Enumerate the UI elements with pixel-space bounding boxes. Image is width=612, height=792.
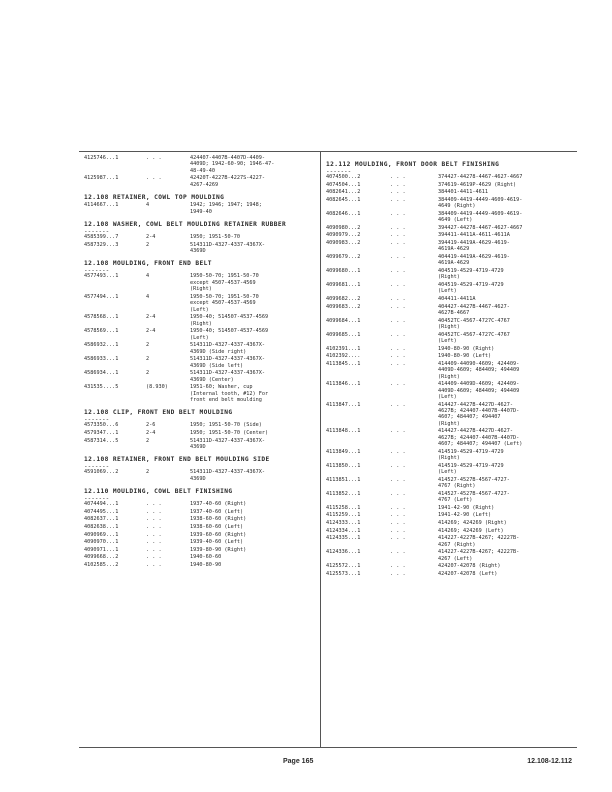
part-row: [326, 182, 577, 188]
application-description: 414409-44090-4609; 424409- 4409D-4609; 484409; 494409 (Right): [438, 360, 520, 380]
application-description: 414269; 424269 (Left): [438, 527, 504, 534]
application-description: 1941-42-90 (Left): [438, 512, 492, 519]
catalog-section: [84, 221, 317, 254]
application-description: 1939-60-60 (Right): [190, 531, 247, 538]
part-row: [326, 304, 577, 317]
quantity: . . .: [146, 175, 162, 182]
quantity: . . .: [146, 524, 162, 531]
part-row: [84, 314, 317, 327]
part-number: 4591069...2: [84, 469, 119, 476]
quantity: . . .: [146, 554, 162, 561]
application-description: 1950-40; 514507-4537-4569 (Left): [190, 328, 269, 341]
quantity: . . .: [146, 562, 162, 569]
application-description: 384409-4419-4449-4609-4619- 4649 (Left): [438, 210, 523, 224]
part-row: [326, 225, 577, 231]
part-row: [326, 332, 577, 345]
part-number: 4578568...1: [84, 314, 119, 321]
part-row: [84, 356, 317, 369]
quantity: . . .: [146, 155, 162, 161]
part-number: 4074504...1: [326, 181, 361, 188]
application-description: 1940-80-90: [190, 562, 222, 569]
page-number: Page 165: [283, 758, 314, 765]
part-number: 4090983...2: [326, 239, 361, 246]
application-description: 40452TC-4567-4727C-4767 (Right): [438, 317, 510, 330]
application-description: 1938-60-60 (Left): [190, 524, 244, 531]
quantity: 2: [146, 342, 150, 349]
part-number: 4113845...1: [326, 360, 361, 367]
part-number: 431535....5: [84, 384, 119, 391]
application-description: 1950-40; 514507-4537-4569 (Right): [190, 314, 269, 327]
part-row: [326, 402, 577, 428]
application-description: 514311D-4327-4337-4367X- 4369D: [190, 469, 265, 482]
section-title: 12.108 RETAINER, FRONT END BELT MOULDING SIDE: [84, 456, 270, 464]
part-row: [326, 449, 577, 462]
part-number: 4090979...2: [326, 232, 361, 239]
quantity: . . .: [390, 232, 406, 239]
quantity: (8.930): [146, 384, 168, 391]
part-row: [84, 562, 317, 568]
part-number: 4124336...1: [326, 549, 361, 556]
part-row: [326, 477, 577, 490]
quantity: 2-4: [146, 430, 156, 437]
part-number: 4113849...1: [326, 448, 361, 455]
right-column: [326, 155, 577, 580]
column-divider: [320, 151, 321, 747]
part-number: 4124335...1: [326, 535, 361, 542]
part-row: [326, 254, 577, 267]
application-description: 514311D-4327-4337-4367X- 4369D: [190, 241, 265, 255]
part-row: [84, 370, 317, 383]
quantity: . . .: [146, 539, 162, 546]
quantity: 2: [146, 241, 150, 248]
part-row: [326, 353, 577, 359]
part-number: 4099679...2: [326, 253, 361, 260]
quantity: . . .: [390, 519, 406, 526]
part-number: 4074500...2: [326, 174, 361, 180]
quantity: . . .: [390, 381, 406, 388]
application-description: 414519-4529-4719-4729 (Left): [438, 462, 504, 476]
part-number: 4102585...2: [84, 562, 119, 569]
application-description: 414427-4427B-4427D-4627- 4627B; 424407-4407B-4407D- 4607; 484407; 494407 (Right): [438, 401, 520, 427]
quantity: . . .: [390, 210, 406, 217]
quantity: . . .: [146, 546, 162, 553]
part-row: [84, 524, 317, 530]
application-description: 514311D-4327-4337-4367X- 4369D (Center): [190, 370, 265, 383]
part-number: 4115259...1: [326, 512, 361, 519]
section-title: 12.108 MOULDING, FRONT END BELT: [84, 260, 212, 268]
part-number: 4082637...1: [84, 516, 119, 523]
part-number: 4113851...1: [326, 476, 361, 483]
application-description: 394411-4411A-4611-4611A: [438, 232, 510, 239]
quantity: 2: [146, 437, 150, 444]
part-row: [84, 516, 317, 522]
part-number: 4125987...1: [84, 175, 119, 182]
application-description: 40452TC-4567-4727C-4767 (Left): [438, 331, 510, 344]
part-number: 4578569...1: [84, 328, 119, 335]
section-divider: -------: [84, 495, 110, 503]
part-row: [326, 563, 577, 569]
application-description: 1937-40-60 (Left): [190, 508, 244, 515]
section-title: 12.112 MOULDING, FRONT DOOR BELT FINISHING: [326, 161, 500, 168]
part-row: [326, 361, 577, 380]
application-description: 424207-42078 (Left): [438, 570, 498, 577]
section-divider: -------: [84, 463, 110, 471]
part-row: [84, 501, 317, 507]
quantity: . . .: [390, 448, 406, 455]
part-number: 4099681...1: [326, 281, 361, 288]
part-row: [84, 384, 317, 403]
quantity: . . .: [390, 181, 406, 188]
part-number: 4113846...1: [326, 381, 361, 388]
part-number: 4573350...6: [84, 422, 119, 429]
part-row: [326, 463, 577, 476]
part-row: [326, 240, 577, 253]
part-row: [326, 296, 577, 302]
section-title: 12.110 MOULDING, COWL BELT FINISHING: [84, 488, 233, 496]
application-description: 1942; 1946; 1947; 1948; 1949-40: [190, 202, 262, 215]
section-title: 12.108 RETAINER, COWL TOP MOULDING: [84, 194, 225, 202]
quantity: . . .: [390, 527, 406, 534]
part-row: [326, 189, 577, 195]
quantity: 4: [146, 273, 150, 280]
quantity: . . .: [390, 331, 406, 338]
application-description: 1950-50-70; 1951-50-70 except 4507-4537-4569 (Right): [190, 273, 259, 293]
application-description: 514311D-4327-4337-4367X- 4369D: [190, 437, 265, 451]
part-row: [326, 505, 577, 511]
part-number: 4125746...1: [84, 155, 119, 161]
part-row: [326, 282, 577, 295]
part-row: [326, 549, 577, 562]
quantity: . . .: [390, 490, 406, 497]
part-number: 4082645...1: [326, 196, 361, 203]
part-row: [326, 232, 577, 238]
section-divider: -------: [84, 416, 110, 424]
quantity: . . .: [390, 563, 406, 570]
quantity: . . .: [390, 267, 406, 274]
application-description: 1937-40-60 (Right): [190, 501, 247, 508]
quantity: 2-6: [146, 422, 156, 429]
application-description: 1939-80-90 (Right): [190, 546, 247, 553]
section-divider: -------: [84, 228, 110, 236]
catalog-section: [84, 260, 317, 403]
part-number: 4587329...3: [84, 241, 119, 248]
part-number: 4113847...1: [326, 401, 361, 408]
quantity: . . .: [390, 476, 406, 483]
part-number: 4082641...2: [326, 189, 361, 196]
application-description: 404411-4411A: [438, 295, 476, 302]
application-description: 1940-80-90 (Right): [438, 345, 495, 352]
application-description: 1939-40-60 (Left): [190, 539, 244, 546]
catalog-section: [84, 409, 317, 450]
part-row: [84, 547, 317, 553]
quantity: 2-4: [146, 328, 156, 335]
application-description: 414427-4427B-4427D-4627- 4627B; 424407-4407B-4407D- 4607; 484407; 494407 (Left): [438, 428, 523, 448]
part-row: [326, 174, 577, 180]
quantity: 2: [146, 356, 150, 363]
application-description: 414527-4527B-4567-4727- 4767 (Left): [438, 490, 510, 504]
quantity: . . .: [390, 353, 406, 360]
section-title: 12.108 CLIP, FRONT END BELT MOULDING: [84, 409, 233, 417]
bottom-rule: [79, 747, 577, 748]
quantity: . . .: [390, 253, 406, 260]
part-number: 4577493...1: [84, 273, 119, 280]
part-row: [84, 328, 317, 341]
part-row: [84, 532, 317, 538]
quantity: . . .: [390, 295, 406, 302]
part-number: 4074495...1: [84, 508, 119, 515]
part-number: 4090969...1: [84, 531, 119, 538]
part-number: 4586933...1: [84, 356, 119, 363]
quantity: 4: [146, 202, 150, 209]
application-description: 384409-4419-4449-4609-4619- 4649 (Right): [438, 196, 523, 210]
application-description: 394427-44278-4467-4627-4667: [438, 224, 523, 231]
part-number: 4579347...1: [84, 430, 119, 437]
catalog-section: [84, 194, 317, 215]
application-description: 404519-4529-4719-4729 (Right): [438, 267, 504, 281]
part-number: 4577494...1: [84, 293, 119, 300]
left-column: [84, 155, 317, 571]
part-number: 4113850...1: [326, 462, 361, 469]
application-description: 414227-4227B-4267; 42227B- 4267 (Left): [438, 549, 520, 562]
part-number: 4099684...1: [326, 317, 361, 324]
part-row: [326, 512, 577, 518]
quantity: . . .: [390, 360, 406, 367]
application-description: 1940-60-60: [190, 554, 222, 561]
part-number: 4099683...2: [326, 303, 361, 310]
application-description: 394419-4419A-4629-4619- 4619A-4629: [438, 239, 510, 253]
quantity: 2-4: [146, 314, 156, 321]
section-divider: -------: [326, 168, 352, 175]
part-number: 4113852...1: [326, 490, 361, 497]
part-number: 4115258...1: [326, 504, 361, 511]
quantity: 2: [146, 469, 150, 476]
quantity: . . .: [390, 535, 406, 542]
quantity: . . .: [390, 428, 406, 435]
part-number: 4082638...1: [84, 524, 119, 531]
application-description: 414227-4227B-4267; 42227B- 4267 (Right): [438, 535, 520, 548]
application-description: 1950; 1951-50-70: [190, 234, 240, 241]
quantity: 2-4: [146, 234, 156, 241]
application-description: 404419-4419A-4629-4619- 4619A-4629: [438, 253, 510, 267]
quantity: . . .: [390, 570, 406, 577]
part-number: 4113848...1: [326, 428, 361, 435]
catalog-section: [84, 456, 317, 482]
part-number: 4585399...7: [84, 234, 119, 241]
part-number: 4090970...1: [84, 539, 119, 546]
quantity: . . .: [146, 531, 162, 538]
quantity: . . .: [390, 345, 406, 352]
part-row: [84, 430, 317, 436]
part-row: [326, 520, 577, 526]
part-row: [326, 268, 577, 281]
part-number: 4587314...5: [84, 437, 119, 444]
application-description: 42420T-4227B-4227S-4227- 4267-4269: [190, 175, 265, 188]
part-number: 4099685...1: [326, 331, 361, 338]
part-row: [84, 294, 317, 313]
quantity: . . .: [390, 512, 406, 519]
part-row: [326, 528, 577, 534]
application-description: 1941-42-90 (Right): [438, 504, 495, 511]
application-description: 1950; 1951-50-70 (Side): [190, 422, 262, 429]
part-row: [84, 202, 317, 215]
quantity: . . .: [390, 317, 406, 324]
section-title: 12.108 WASHER, COWL BELT MOULDING RETAINER RUBBER: [84, 221, 287, 229]
part-row: [326, 318, 577, 331]
catalog-section: [326, 161, 577, 577]
quantity: . . .: [390, 174, 406, 180]
part-row: [84, 242, 317, 255]
quantity: 4: [146, 293, 150, 300]
part-number: 4074494...1: [84, 501, 119, 508]
quantity: . . .: [146, 501, 162, 508]
part-row: [84, 554, 317, 560]
application-description: 514311D-4327-4337-4367X- 4369D (Side left): [190, 356, 265, 369]
part-number: 4125572...1: [326, 563, 361, 570]
part-row: [84, 155, 317, 174]
quantity: . . .: [390, 504, 406, 511]
quantity: . . .: [390, 549, 406, 556]
application-description: 374619-4619P-4629 (Right): [438, 181, 517, 188]
part-number: 4099682...2: [326, 295, 361, 302]
part-number: 4102391...1: [326, 345, 361, 352]
part-row: [84, 539, 317, 545]
application-description: 404519-4529-4719-4729 (Left): [438, 281, 504, 295]
part-row: [84, 438, 317, 451]
part-row: [326, 491, 577, 504]
application-description: 1950-50-70; 1951-50-70 except 4507-4537-4569 (Left): [190, 293, 259, 313]
application-description: 414519-4529-4719-4729 (Right): [438, 448, 504, 462]
part-row: [326, 197, 577, 210]
application-description: 384401-4411-4611: [438, 189, 488, 196]
top-rule: [79, 151, 577, 152]
application-description: 414527-4527B-4567-4727- 4767 (Right): [438, 476, 510, 490]
part-row: [84, 234, 317, 240]
quantity: . . .: [146, 516, 162, 523]
quantity: . . .: [146, 508, 162, 515]
part-row: [84, 422, 317, 428]
quantity: . . .: [390, 303, 406, 310]
quantity: . . .: [390, 281, 406, 288]
quantity: . . .: [390, 401, 406, 408]
part-number: 4090971...1: [84, 546, 119, 553]
part-row: [84, 273, 317, 292]
application-description: 424207-42078 (Right): [438, 563, 501, 570]
section-divider: -------: [84, 267, 110, 275]
quantity: . . .: [390, 239, 406, 246]
part-row: [84, 469, 317, 482]
part-number: 4586932...1: [84, 342, 119, 349]
part-row: [84, 342, 317, 355]
part-number: 4102392....: [326, 353, 361, 360]
part-number: 4090980...2: [326, 224, 361, 231]
part-row: [84, 509, 317, 515]
part-number: 4099680...1: [326, 267, 361, 274]
part-row: [326, 428, 577, 447]
part-row: [326, 346, 577, 352]
application-description: 374427-44278-4467-4627-4667: [438, 174, 523, 180]
part-number: 4124333...1: [326, 519, 361, 526]
quantity: . . .: [390, 189, 406, 196]
section-reference: 12.108-12.112: [527, 758, 572, 765]
part-number: 4586934...1: [84, 370, 119, 377]
quantity: . . .: [390, 196, 406, 203]
application-description: 414269; 424269 (Right): [438, 519, 507, 526]
part-row: [326, 381, 577, 400]
part-row: [84, 175, 317, 188]
part-number: 4082646...1: [326, 210, 361, 217]
catalog-section: [84, 155, 317, 188]
part-number: 4114667...1: [84, 202, 119, 209]
application-description: 514311D-4327-4337-4367X- 4369D (Side right): [190, 342, 265, 355]
part-number: 4099668...2: [84, 554, 119, 561]
application-description: 424407-4407B-4407D-4409- 4409D; 1942-60-90; 1946-47- 48-49-40: [190, 155, 275, 174]
quantity: . . .: [390, 462, 406, 469]
quantity: 2: [146, 370, 150, 377]
application-description: 1951-60; Washer, cup (Internal tooth, #12) For front end belt moulding: [190, 384, 269, 404]
application-description: 404427-4427B-4467-4627- 4627B-4667: [438, 303, 510, 316]
application-description: 1950; 1951-50-70 (Center): [190, 430, 269, 437]
application-description: 414409-4409D-4609; 424409- 4409D-4609; 484409; 494409 (Left): [438, 381, 520, 400]
part-row: [326, 535, 577, 548]
catalog-section: [84, 488, 317, 568]
part-row: [326, 211, 577, 224]
part-row: [326, 571, 577, 577]
quantity: . . .: [390, 224, 406, 231]
application-description: 1938-60-60 (Right): [190, 516, 247, 523]
application-description: 1940-80-90 (Left): [438, 353, 492, 360]
part-number: 4125573...1: [326, 570, 361, 577]
part-number: 4124334...1: [326, 527, 361, 534]
